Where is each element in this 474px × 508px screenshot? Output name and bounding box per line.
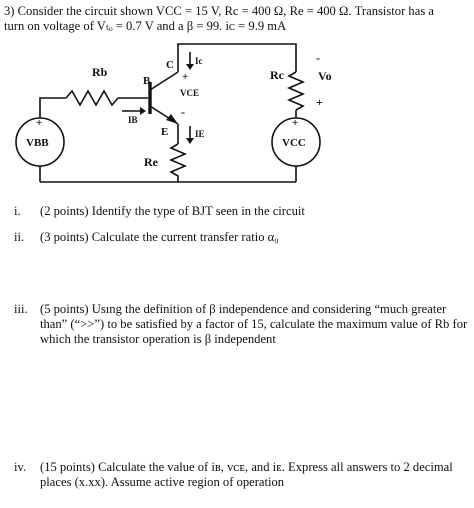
part-i-number: i. [14, 204, 21, 218]
part-iii-text: (5 points) Usıng the definition of β independence and considering “much greater than” (“>>”) to be satisfied by a factor of 15, calculate the maximum value of Rb for which the transistor operation is β independent [40, 302, 468, 346]
label-rc: Rc [270, 68, 284, 82]
label-rb: Rb [92, 65, 108, 79]
part-iv-text: (15 points) Calculate the value of iʙ, vᴄᴇ, and iᴇ. Express all answers to 2 decimal places (x.xx). Assume active region of operation [40, 460, 453, 489]
part-iv-number: iv. [14, 460, 27, 474]
label-vce-minus: - [181, 105, 185, 119]
label-e: E [161, 126, 169, 138]
label-vo: Vo [318, 69, 332, 83]
label-vo-plus: + [316, 95, 323, 109]
label-vbb-plus: + [36, 117, 43, 129]
part-i-text: (2 points) Identify the type of BJT seen in the circuit [40, 204, 305, 218]
label-vce-plus: + [182, 71, 189, 83]
label-vcc-plus: + [292, 117, 299, 129]
vbb-top-wire [40, 98, 66, 118]
part-iii-number: iii. [14, 302, 28, 316]
label-re: Re [144, 155, 158, 169]
problem-statement-line-2: turn on voltage of Vₜₒ = 0.7 V and a β = 99. iᴄ = 9.9 mA [4, 19, 287, 33]
rc-resistor [289, 72, 303, 110]
label-vbb: VBB [26, 137, 49, 149]
label-ib: IB [128, 115, 138, 125]
part-ii-number: ii. [14, 230, 25, 244]
circuit-diagram [0, 34, 474, 194]
collector-leg [150, 72, 178, 90]
rb-resistor [66, 91, 118, 105]
label-c: C [166, 59, 174, 71]
ie-arrowhead [186, 138, 194, 144]
part-ii-text: (3 points) Calculate the current transfer ratio α₀ [40, 230, 279, 244]
label-vce: VCE [180, 88, 200, 98]
label-vo-minus: - [316, 51, 320, 65]
ib-arrowhead [140, 107, 146, 115]
problem-statement-line-1: 3) Consider the circuit shown VCC = 15 V, Rc = 400 Ω, Re = 400 Ω. Transistor has a [4, 4, 434, 18]
label-vcc: VCC [282, 137, 306, 149]
re-resistor [171, 144, 185, 182]
emitter-arrowhead [166, 114, 178, 124]
label-ic: Ic [195, 56, 203, 66]
label-ie: IE [195, 129, 205, 139]
ic-arrowhead [186, 64, 194, 70]
label-b: B [143, 75, 151, 87]
